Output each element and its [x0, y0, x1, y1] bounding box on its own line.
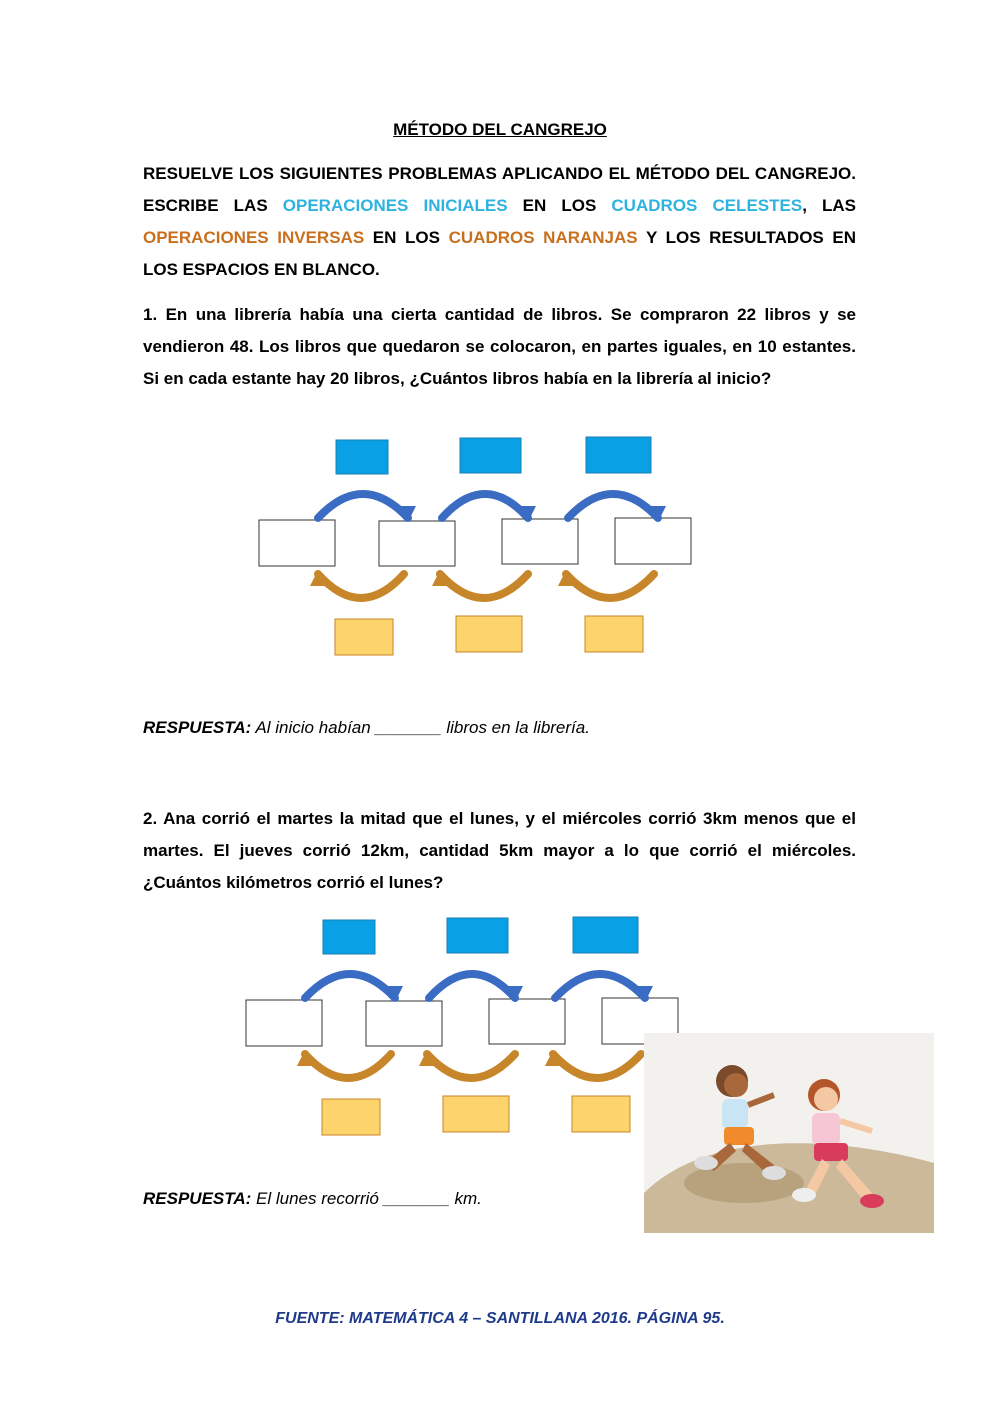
- diagram-2-initial-operation-box-2[interactable]: [447, 918, 508, 953]
- diagram-2-result-box-3[interactable]: [489, 999, 565, 1044]
- diagram-2-result-box-1[interactable]: [246, 1000, 322, 1046]
- answer-2-label: RESPUESTA:: [143, 1189, 252, 1208]
- instructions-blue-1: OPERACIONES INICIALES: [282, 196, 508, 215]
- diagram-2-inverse-arrow-3: [553, 1054, 641, 1078]
- diagram-2-initial-operation-box-3[interactable]: [573, 917, 638, 953]
- diagram-2-inverse-arrow-1: [305, 1054, 391, 1078]
- answer-1-text: Al inicio habían _______ libros en la librería.: [251, 718, 590, 737]
- answer-2-text: El lunes recorrió _______ km.: [251, 1189, 482, 1208]
- instructions-text: EN LOS: [507, 196, 612, 215]
- diagram-2-result-box-2[interactable]: [366, 1001, 442, 1046]
- diagram-2-forward-arrow-2: [429, 974, 515, 998]
- problem-1-text: 1. En una librería había una cierta cantidad de libros. Se compraron 22 libros y se vendieron 48. Los libros que quedaron se colocaron, en partes iguales, en 10 estantes. Si en cada estante hay 20 libros, ¿Cuántos libros había en la librería al inicio?: [143, 305, 856, 388]
- diagram-2-inverse-operation-box-2[interactable]: [443, 1096, 509, 1132]
- diagram-2-inverse-operation-box-3[interactable]: [572, 1096, 630, 1132]
- instructions-text: Y LOS RESULTADOS EN LOS ESPACIOS EN BLANCO.: [143, 228, 857, 279]
- answer-1-label: RESPUESTA:: [143, 718, 252, 737]
- instructions-blue-2: CUADROS CELESTES: [611, 196, 803, 215]
- diagram-2-inverse-arrow-2: [427, 1054, 515, 1078]
- instructions-text: , LAS: [802, 196, 857, 215]
- instructions-orange-1: OPERACIONES INVERSAS: [143, 228, 365, 247]
- problem-2-text: 2. Ana corrió el martes la mitad que el lunes, y el miércoles corrió 3km menos que el martes. El jueves corrió 12km, cantidad 5km mayor a lo que corrió el miércoles. ¿Cuántos kilómetros corrió el lunes?: [143, 809, 856, 892]
- instructions-text: RESUELVE LOS SIGUIENTES PROBLEMAS APLICANDO EL MÉTODO DEL CANGREJO. ESCRIBE LAS: [143, 164, 856, 215]
- diagram-2-inverse-operation-box-1[interactable]: [322, 1099, 380, 1135]
- diagram-2-forward-arrow-3: [555, 974, 645, 998]
- answer-2: [143, 1189, 482, 1209]
- instructions-orange-2: CUADROS NARANJAS: [448, 228, 638, 247]
- source-citation: FUENTE: MATEMÁTICA 4 – SANTILLANA 2016. PÁGINA 95.: [275, 1310, 725, 1327]
- children-running-illustration: [644, 1033, 934, 1233]
- diagram-2-initial-operation-box-1[interactable]: [323, 920, 375, 954]
- diagram-2-forward-arrow-1: [305, 974, 395, 998]
- page-title: MÉTODO DEL CANGREJO: [393, 120, 607, 139]
- instructions-text: EN LOS: [364, 228, 449, 247]
